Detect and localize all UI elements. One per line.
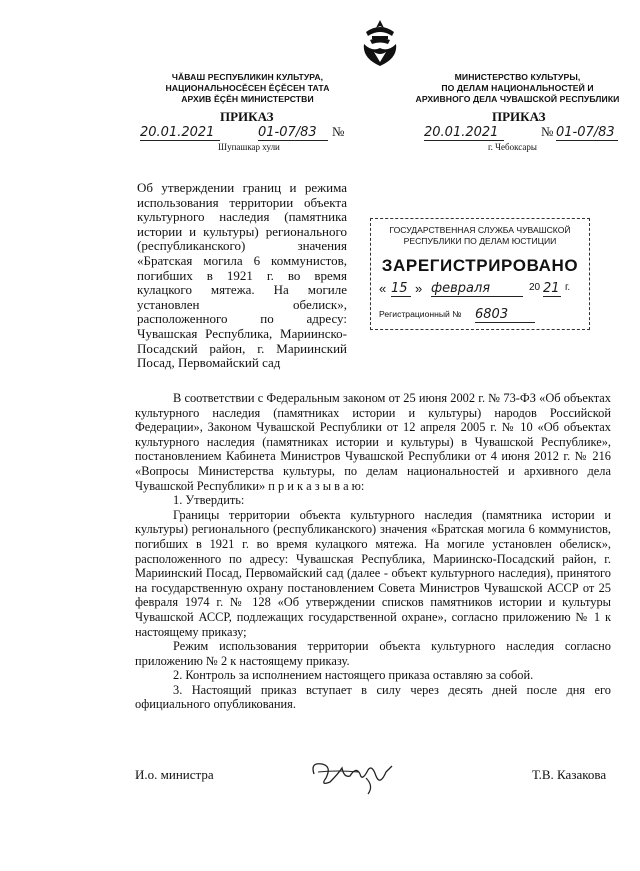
header-right-line: АРХИВНОГО ДЕЛА ЧУВАШСКОЙ РЕСПУБЛИКИ (415, 94, 620, 104)
place-right: г. Чебоксары (488, 142, 537, 152)
header-left-line: НАЦИОНАЛЬНОСĔСЕН ĔÇĔСЕН ТАТА (165, 83, 330, 93)
body-paragraph: 2. Контроль за исполнением настоящего приказа оставляю за собой. (173, 668, 534, 683)
stamp-reg-number: 6803 (475, 307, 535, 323)
body-paragraph: Границы территории объекта культурного наследия (памятника истории и культуры) регионального (республиканского) значения «Братская могила 6 коммунистов, погибших в 1921 г. во время кулацкого мятежа. На могиле установлен обелиск», расположенного по адресу: Чувашская Республика, Мариинско-Посадский район, г. Мариинский Посад, Первомайский сад (далее - объект культурного наследия), принятого на государственную охрану постановлением Совета Министров Чувашской АССР от 25 февраля 1974 г. № 128 «Об утверждении списков памятников истории и культуры Чувашской АССР, подлежащих государственной охране», согласно приложению № 1 к настоящему приказу; (135, 507, 611, 639)
signature-image (308, 752, 398, 796)
order-number-left: 01-07/83 (258, 125, 328, 141)
header-left-line: ЧĂВАШ РЕСПУБЛИКИН КУЛЬТУРА, (171, 72, 324, 82)
order-title-right: ПРИКАЗ (492, 109, 546, 124)
stamp-quote-open: « (379, 281, 387, 296)
stamp-year-suffix: 21 (543, 281, 560, 296)
ministry-name-russian (405, 72, 630, 105)
signatory-name: Т.В. Казакова (532, 767, 607, 782)
ministry-name-chuvash (120, 72, 375, 105)
stamp-month: февраля (431, 281, 523, 297)
body-paragraph: 3. Настоящий приказ вступает в силу через десять дней после дня его официального опубликования. (135, 682, 611, 712)
stamp-line-1: ГОСУДАРСТВЕННАЯ СЛУЖБА ЧУВАШСКОЙ (389, 225, 571, 235)
header-left-line: АРХИВ ĔÇĔН МИНИСТЕРСТВИ (181, 94, 314, 104)
body-paragraph: В соответствии с Федеральным законом от 25 июня 2002 г. № 73-ФЗ «Об объектах культурного наследия (памятниках истории и культуры) народов Российской Федерации», Законом Чувашской Республики от 12 апреля 2005 г. № 10 «Об объектах культурного наследия (памятниках истории и культуры) в Чувашской Республике», постановлением Кабинета Министров Чувашской Республики от 4 июня 2012 г. № 216 «Вопросы Министерства культуры, по делам национальностей и архивного дела Чувашской Республики» п р и к а з ы в а ю: (135, 391, 611, 493)
place-left: Шупашкар хули (218, 142, 280, 152)
stamp-line-2: РЕСПУБЛИКИ ПО ДЕЛАМ ЮСТИЦИИ (403, 236, 557, 246)
header-right-line: МИНИСТЕРСТВО КУЛЬТУРЫ, (454, 72, 581, 82)
stamp-day: 15 (391, 281, 411, 297)
stamp-year-prefix: 20 (529, 282, 541, 293)
number-sign-left: № (332, 124, 345, 139)
stamp-reg-label: Регистрационный № (379, 309, 462, 319)
signatory-position: И.о. министра (135, 767, 214, 782)
header-right-line: ПО ДЕЛАМ НАЦИОНАЛЬНОСТЕЙ И (441, 83, 594, 93)
order-title-left: ПРИКАЗ (220, 109, 274, 124)
number-sign-right: № (541, 124, 554, 139)
body-paragraph: 1. Утвердить: (173, 493, 245, 508)
order-date-right: 20.01.2021 (424, 125, 504, 141)
registration-stamp (370, 218, 590, 330)
stamp-quote-close: » (415, 281, 423, 296)
order-number-right: 01-07/83 (556, 125, 618, 141)
stamp-registered-title: ЗАРЕГИСТРИРОВАНО (381, 256, 579, 275)
order-body (135, 391, 611, 712)
order-subject: Об утверждении границ и режима использования территории объекта культурного наследия (памятника истории и культуры) регионального (республиканского) значения «Братская могила 6 коммунистов, погибших в 1921 г. во время кулацкого мятежа. На могиле установлен обелиск», расположенного по адресу: Чувашская Республика, Мариинско-Посадский район, г. Мариинский Посад, Первомайский сад (137, 180, 347, 371)
chuvash-emblem-icon (356, 18, 404, 68)
order-date-left: 20.01.2021 (140, 125, 220, 141)
stamp-year-unit: г. (565, 282, 571, 293)
body-paragraph: Режим использования территории объекта культурного наследия согласно приложению № 2 к настоящему приказу. (135, 639, 611, 668)
